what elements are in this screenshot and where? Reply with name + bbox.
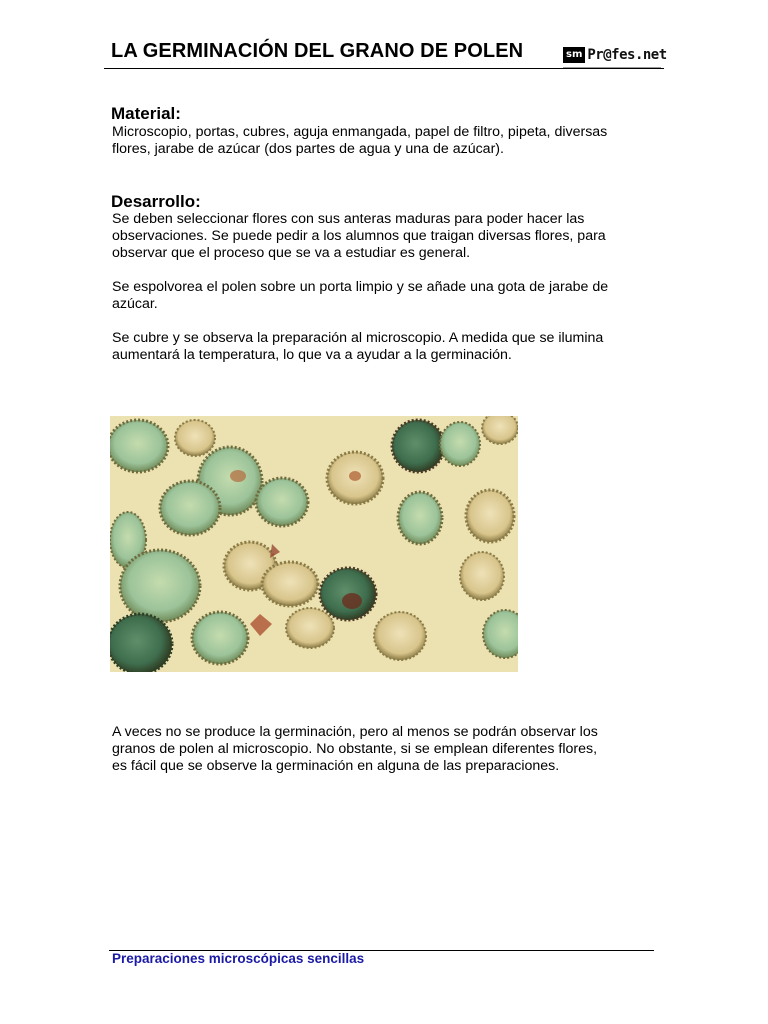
logo-text: Pr@fes.net	[587, 47, 667, 63]
closing-text: A veces no se produce la germinación, pero al menos se podrán observar los granos de polen al microscopio. No obstante, si se emplean diferentes flores, es fácil que se observe la germinación en alguna de las preparaciones.	[112, 724, 598, 774]
desarrollo-heading: Desarrollo:	[111, 192, 201, 211]
page-title: LA GERMINACIÓN DEL GRANO DE POLEN	[111, 40, 524, 62]
header-divider	[104, 68, 664, 69]
desarrollo-paragraph-2: Se espolvorea el polen sobre un porta limpio y se añade una gota de jarabe de azúcar.	[112, 279, 609, 312]
footer-text: Preparaciones microscópicas sencillas	[112, 951, 365, 966]
logo-badge: sm	[563, 47, 585, 63]
material-heading: Material:	[111, 104, 181, 123]
profes-net-logo[interactable]	[563, 43, 667, 67]
pollen-micrograph	[110, 416, 518, 672]
material-text: Microscopio, portas, cubres, aguja enmangada, papel de filtro, pipeta, diversas flores, jarabe de azúcar (dos partes de agua y una de azúcar).	[112, 124, 608, 157]
desarrollo-paragraph-1: Se deben seleccionar flores con sus anteras maduras para poder hacer las observaciones. Se puede pedir a los alumnos que traigan diversas flores, para observar que el proceso que se va a estudiar es general.	[112, 211, 606, 261]
desarrollo-paragraph-3: Se cubre y se observa la preparación al microscopio. A medida que se ilumina aumentará la temperatura, lo que va a ayudar a la germinación.	[112, 330, 604, 363]
